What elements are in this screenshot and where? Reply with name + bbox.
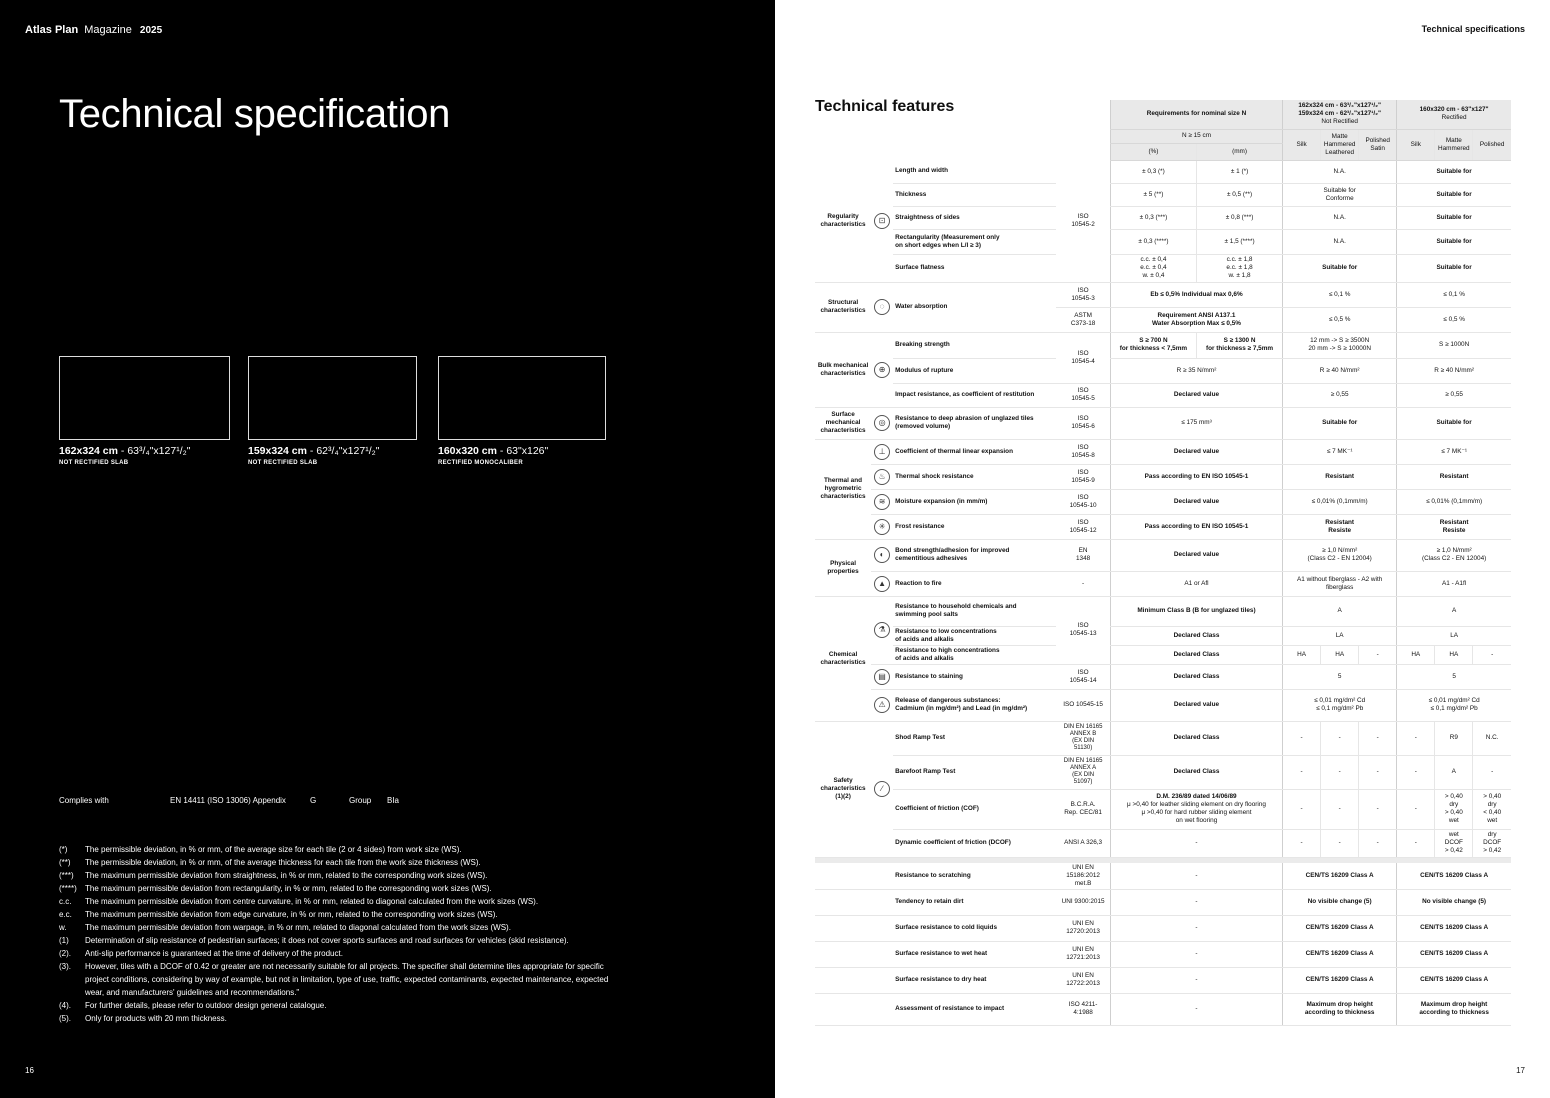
cell: -	[1110, 941, 1282, 967]
cell: -	[1110, 863, 1282, 890]
cell: Maximum drop height according to thickness	[1397, 993, 1511, 1025]
cell: No visible change (5)	[1397, 889, 1511, 915]
abrasion-icon: ◎	[871, 407, 893, 439]
comply-appendix: G	[310, 796, 317, 805]
cell: Eb ≤ 0,5% Individual max 0,6%	[1110, 282, 1282, 307]
footnote: (2). Anti-slip performance is guaranteed at the time of delivery of the product.	[59, 949, 343, 958]
cell: -	[1283, 829, 1321, 857]
cell: CEN/TS 16209 Class A	[1283, 915, 1397, 941]
row-breaking-strength: Breaking strength	[893, 332, 1056, 358]
cell: S ≥ 700 N for thickness < 7,5mm	[1110, 332, 1196, 358]
cell: UNI 9300:2015	[1056, 889, 1110, 915]
cell: ISO 10545-12	[1056, 514, 1110, 539]
water-drop-icon: ◌	[871, 282, 893, 332]
cell: N.C.	[1473, 721, 1511, 755]
brand-header	[25, 24, 162, 36]
header-matte-hammered-leathered: Matte Hammered Leathered	[1321, 129, 1359, 160]
cell: Suitable for	[1283, 407, 1397, 439]
cell: Pass according to EN ISO 10545-1	[1110, 464, 1282, 489]
cell: Resistant	[1397, 464, 1511, 489]
row-staining: Resistance to staining	[893, 664, 1056, 689]
footnote: (*) The permissible deviation, in % or mm, of the average size for each tile (2 or 4 sides) from work size (WS).	[59, 845, 462, 854]
header-pct: (%)	[1110, 143, 1196, 160]
footnotes	[59, 843, 619, 1025]
slab-sub-3: RECTIFIED MONOCALIBER	[438, 460, 523, 466]
spacer	[815, 889, 893, 915]
cell: > 0,40 dry > 0,40 wet	[1435, 789, 1473, 829]
cell: Suitable for	[1397, 229, 1511, 254]
slip-icon: ∕	[871, 721, 893, 857]
cell: Resistant Resiste	[1397, 514, 1511, 539]
group-structural: Structural characteristics	[815, 282, 871, 332]
cell: Maximum drop height according to thickness	[1283, 993, 1397, 1025]
cell: 5	[1283, 664, 1397, 689]
table-title: Technical features	[815, 98, 955, 115]
cell: ± 0,3 (****)	[1110, 229, 1196, 254]
cell: Suitable for	[1283, 254, 1397, 282]
cell: R9	[1435, 721, 1473, 755]
cell: ASTM C373-18	[1056, 307, 1110, 332]
cell: Suitable for	[1397, 160, 1511, 183]
cell: Resistant	[1283, 464, 1397, 489]
cell: A1 or Afl	[1110, 571, 1282, 596]
cell: Suitable for Conforme	[1283, 183, 1397, 206]
moisture-icon: ≋	[871, 489, 893, 514]
cell: ≤ 7 MK⁻¹	[1283, 439, 1397, 464]
cell: -	[1397, 789, 1435, 829]
cell: wet DCOF > 0,42	[1435, 829, 1473, 857]
footnote: c.c. The maximum permissible deviation from centre curvature, in % or mm, related to diagonal calculated from the work sizes (WS).	[59, 897, 539, 906]
cell: HA	[1397, 645, 1435, 664]
cell: -	[1359, 645, 1397, 664]
cell: ± 1 (*)	[1196, 160, 1282, 183]
cell: ± 0,3 (***)	[1110, 206, 1196, 229]
cell: Declared Class	[1110, 645, 1282, 664]
cell: UNI EN 15186:2012 met.B	[1056, 863, 1110, 890]
cell: -	[1321, 721, 1359, 755]
section-title: Technical specifications	[1421, 24, 1525, 34]
cell: -	[1359, 721, 1397, 755]
cell: HA	[1435, 645, 1473, 664]
cell: ISO 10545-9	[1056, 464, 1110, 489]
cell: ISO 10545-3	[1056, 282, 1110, 307]
cell: -	[1359, 755, 1397, 789]
hazard-icon: ⚠	[871, 689, 893, 721]
cell: EN 1348	[1056, 539, 1110, 571]
header-n: N ≥ 15 cm	[1110, 129, 1282, 143]
row-barefoot-ramp: Barefoot Ramp Test	[893, 755, 1056, 789]
cell: ISO 10545-5	[1056, 383, 1110, 407]
spacer	[815, 993, 893, 1025]
cell: D.M. 236/89 dated 14/06/89 μ >0,40 for leather sliding element on dry flooring μ >0,40 for hard rubber sliding element on wet flooring	[1110, 789, 1282, 829]
row-retain-dirt: Tendency to retain dirt	[893, 889, 1056, 915]
cell: ISO 10545-13	[1056, 596, 1110, 664]
row-moisture-expansion: Moisture expansion (in mm/m)	[893, 489, 1056, 514]
cell: Declared value	[1110, 539, 1282, 571]
cell: Pass according to EN ISO 10545-1	[1110, 514, 1282, 539]
cell: A	[1283, 596, 1397, 626]
cell: ISO 10545-4	[1056, 332, 1110, 383]
footnote: (***) The maximum permissible deviation from straightness, in % or mm, related to the corresponding work sizes (WS).	[59, 871, 488, 880]
brand-year: 2025	[139, 25, 163, 36]
cell: R ≥ 40 N/mm²	[1397, 358, 1511, 383]
row-wet-heat: Surface resistance to wet heat	[893, 941, 1056, 967]
cell: R ≥ 40 N/mm²	[1283, 358, 1397, 383]
cell: S ≥ 1000N	[1397, 332, 1511, 358]
cell: Declared Class	[1110, 626, 1282, 645]
row-shod-ramp: Shod Ramp Test	[893, 721, 1056, 755]
cell: No visible change (5)	[1283, 889, 1397, 915]
row-length-width: Length and width	[893, 160, 1056, 183]
cell: HA	[1321, 645, 1359, 664]
cell: -	[1283, 721, 1321, 755]
adhesion-icon: ◐	[871, 539, 893, 571]
cell: Declared value	[1110, 489, 1282, 514]
cell: N.A.	[1283, 229, 1397, 254]
cell: Suitable for	[1397, 206, 1511, 229]
cell: ISO 10545-6	[1056, 407, 1110, 439]
cell: ≥ 1,0 N/mm² (Class C2 - EN 12004)	[1397, 539, 1511, 571]
row-cold-liquids: Surface resistance to cold liquids	[893, 915, 1056, 941]
cell: ≤ 0,01 mg/dm² Cd ≤ 0,1 mg/dm² Pb	[1283, 689, 1397, 721]
footnote: (4). For further details, please refer to outdoor design general catalogue.	[59, 1001, 327, 1010]
cell: ± 0,5 (**)	[1196, 183, 1282, 206]
cell: ≤ 0,01 mg/dm² Cd ≤ 0,1 mg/dm² Pb	[1397, 689, 1511, 721]
cell: -	[1283, 755, 1321, 789]
spacer	[815, 967, 893, 993]
cell: -	[1110, 915, 1282, 941]
comply-label: Complies with	[59, 796, 109, 805]
cell: 5	[1397, 664, 1511, 689]
cell: ≤ 175 mm³	[1110, 407, 1282, 439]
spacer	[815, 941, 893, 967]
cell: ≥ 0,55	[1283, 383, 1397, 407]
staining-icon: ▤	[871, 664, 893, 689]
cell: ISO 10545-10	[1056, 489, 1110, 514]
cell: R ≥ 35 N/mm²	[1110, 358, 1282, 383]
group-thermal: Thermal and hygrometric characteristics	[815, 439, 871, 539]
row-rectangularity: Rectangularity (Measurement only on short edges when L/I ≥ 3)	[893, 229, 1056, 254]
gauge-icon: ⊕	[871, 332, 893, 407]
cell: -	[1397, 755, 1435, 789]
cell: Declared Class	[1110, 755, 1282, 789]
row-modulus-rupture: Modulus of rupture	[893, 358, 1056, 383]
row-dangerous-substances: Release of dangerous substances: Cadmium (in mg/dm²) and Lead (in mg/dm²)	[893, 689, 1056, 721]
cell: Suitable for	[1397, 407, 1511, 439]
cell: A1 - A1fl	[1397, 571, 1511, 596]
cell: Declared value	[1110, 439, 1282, 464]
thermometer-icon: ⊥	[871, 439, 893, 464]
technical-features-table	[815, 100, 1511, 1026]
row-household-chemicals: Resistance to household chemicals and swimming pool salts	[893, 596, 1056, 626]
row-water-absorption: Water absorption	[893, 282, 1056, 332]
footnote: (3). However, tiles with a DCOF of 0.42 or greater are not necessarily suitable for all projects. The specifier shall determine tiles appropriate for specific project conditions, considering by way of example, but not in limitation, type of use, traffic, expected contaminants, expected maintenance, expected wear, and manufacturers' guidelines and recommendations."	[59, 962, 609, 997]
slab-sub-2: NOT RECTIFIED SLAB	[248, 460, 318, 466]
cell: -	[1110, 967, 1282, 993]
cell: ISO 10545-15	[1056, 689, 1110, 721]
footnote: (5). Only for products with 20 mm thickness.	[59, 1014, 227, 1023]
cell: -	[1110, 889, 1282, 915]
header-polished: Polished	[1473, 129, 1511, 160]
cell: Declared Class	[1110, 721, 1282, 755]
cell: dry DCOF > 0,42	[1473, 829, 1511, 857]
cell: -	[1359, 829, 1397, 857]
cell: ± 5 (**)	[1110, 183, 1196, 206]
row-scratching: Resistance to scratching	[893, 863, 1056, 890]
cell: N.A.	[1283, 206, 1397, 229]
cell: A	[1435, 755, 1473, 789]
header-silk-r: Silk	[1397, 129, 1435, 160]
cell: CEN/TS 16209 Class A	[1397, 863, 1511, 890]
header-not-rectified: 162x324 cm - 63³/₄"x127¹/₂" 159x324 cm - 62³/₄"x127¹/₂" Not Rectified	[1283, 100, 1397, 129]
row-reaction-fire: Reaction to fire	[893, 571, 1056, 596]
cell: -	[1056, 571, 1110, 596]
cell: c.c. ± 0,4 e.c. ± 0,4 w. ± 0,4	[1110, 254, 1196, 282]
cell: Declared value	[1110, 689, 1282, 721]
cell: -	[1473, 645, 1511, 664]
comply-group: BIa	[387, 796, 400, 805]
group-surface-mechanical: Surface mechanical characteristics	[815, 407, 871, 439]
cell: ISO 10545-8	[1056, 439, 1110, 464]
ruler-icon: ⊡	[871, 160, 893, 282]
comply-group-label: Group	[349, 796, 372, 805]
brand-magazine: Magazine	[84, 24, 132, 36]
footnote: w. The maximum permissible deviation from warpage, in % or mm, related to diagonal calculated from the work sizes (WS).	[59, 923, 511, 932]
row-dcof: Dynamic coefficient of friction (DCOF)	[893, 829, 1056, 857]
right-page	[775, 0, 1550, 1098]
cell: ≥ 1,0 N/mm² (Class C2 - EN 12004)	[1283, 539, 1397, 571]
cell: S ≥ 1300 N for thickness ≥ 7,5mm	[1196, 332, 1282, 358]
cell: > 0,40 dry < 0,40 wet	[1473, 789, 1511, 829]
footnote: e.c. The maximum permissible deviation from edge curvature, in % or mm, related to the corresponding work sizes (WS).	[59, 910, 498, 919]
row-deep-abrasion: Resistance to deep abrasion of unglazed tiles (removed volume)	[893, 407, 1056, 439]
slab-label-2: 159x324 cm - 62³/₄"x127¹/₂"	[248, 445, 380, 457]
group-safety: Safety characteristics (1)(2)	[815, 721, 871, 857]
row-thermal-shock: Thermal shock resistance	[893, 464, 1056, 489]
cell: N.A.	[1283, 160, 1397, 183]
cell: ≤ 0,1 %	[1397, 282, 1511, 307]
cell: Requirement ANSI A137.1 Water Absorption Max ≤ 0,5%	[1110, 307, 1282, 332]
cell: CEN/TS 16209 Class A	[1397, 915, 1511, 941]
cell: ≤ 0,01% (0,1mm/m)	[1397, 489, 1511, 514]
slab-sub-1: NOT RECTIFIED SLAB	[59, 460, 129, 466]
cell: CEN/TS 16209 Class A	[1397, 941, 1511, 967]
cell: HA	[1283, 645, 1321, 664]
cell: DIN EN 16165 ANNEX A (EX DIN 51097)	[1056, 755, 1110, 789]
row-cof: Coefficient of friction (COF)	[893, 789, 1056, 829]
cell: DIN EN 16165 ANNEX B (EX DIN 51130)	[1056, 721, 1110, 755]
cell: ≤ 0,5 %	[1397, 307, 1511, 332]
cell: A1 without fiberglass - A2 with fiberglass	[1283, 571, 1397, 596]
header-mm: (mm)	[1196, 143, 1282, 160]
cell: -	[1397, 721, 1435, 755]
cell: B.C.R.A. Rep. CEC/81	[1056, 789, 1110, 829]
cell: CEN/TS 16209 Class A	[1283, 967, 1397, 993]
cell: -	[1321, 829, 1359, 857]
cell: Declared value	[1110, 383, 1282, 407]
footnote: (1) Determination of slip resistance of pedestrian surfaces; it does not cover sports surfaces and road surfaces for vehicles (skid resistance).	[59, 936, 569, 945]
slab-label-1: 162x324 cm - 63³/₄"x127¹/₂"	[59, 445, 191, 457]
slab-label-3: 160x320 cm - 63"x126"	[438, 445, 549, 457]
cell: -	[1283, 789, 1321, 829]
row-straightness: Straightness of sides	[893, 206, 1056, 229]
cell: ≤ 7 MK⁻¹	[1397, 439, 1511, 464]
spacer	[815, 915, 893, 941]
spacer	[815, 863, 893, 890]
row-bond-strength: Bond strength/adhesion for improved cementitious adhesives	[893, 539, 1056, 571]
cell: Suitable for	[1397, 183, 1511, 206]
cell: Suitable for	[1397, 254, 1511, 282]
cell: ± 0,8 (***)	[1196, 206, 1282, 229]
cell: -	[1397, 829, 1435, 857]
row-impact-assessment: Assessment of resistance to impact	[893, 993, 1056, 1025]
cell: -	[1321, 789, 1359, 829]
cell: UNI EN 12722:2013	[1056, 967, 1110, 993]
footnote: (****) The maximum permissible deviation from rectangularity, in % or mm, related to the corresponding work sizes (WS).	[59, 884, 492, 893]
cell: Declared Class	[1110, 664, 1282, 689]
snowflake-icon: ✳	[871, 514, 893, 539]
slab-outline-1	[59, 356, 230, 440]
cell: ≤ 0,1 %	[1283, 282, 1397, 307]
cell: CEN/TS 16209 Class A	[1283, 941, 1397, 967]
cell: ± 0,3 (*)	[1110, 160, 1196, 183]
page-number-right: 17	[1516, 1066, 1525, 1075]
cell: Minimum Class B (B for unglazed tiles)	[1110, 596, 1282, 626]
cell: -	[1321, 755, 1359, 789]
cell: CEN/TS 16209 Class A	[1397, 967, 1511, 993]
cell: LA	[1283, 626, 1397, 645]
header-rectified: 160x320 cm - 63"x127" Rectified	[1397, 100, 1511, 129]
page-title: Technical specification	[59, 92, 451, 136]
cell: 12 mm -> S ≥ 3500N 20 mm -> S ≥ 10000N	[1283, 332, 1397, 358]
group-physical: Physical properties	[815, 539, 871, 596]
thermal-shock-icon: ♨	[871, 464, 893, 489]
cell: -	[1473, 755, 1511, 789]
row-dry-heat: Surface resistance to dry heat	[893, 967, 1056, 993]
cell: ± 1,5 (****)	[1196, 229, 1282, 254]
row-impact-resistance: Impact resistance, as coefficient of restitution	[893, 383, 1056, 407]
cell: ≤ 0,5 %	[1283, 307, 1397, 332]
brand-name: Atlas Plan	[25, 24, 79, 36]
header-requirements: Requirements for nominal size N	[1110, 100, 1282, 129]
group-bulk: Bulk mechanical characteristics	[815, 332, 871, 407]
header-polished-satin: Polished Satin	[1359, 129, 1397, 160]
cell: -	[1110, 829, 1282, 857]
row-thickness: Thickness	[893, 183, 1056, 206]
cell: CEN/TS 16209 Class A	[1283, 863, 1397, 890]
fire-icon: ▲	[871, 571, 893, 596]
cell: UNI EN 12720:2013	[1056, 915, 1110, 941]
cell: UNI EN 12721:2013	[1056, 941, 1110, 967]
cell: ISO 10545-14	[1056, 664, 1110, 689]
cell: -	[1110, 993, 1282, 1025]
cell: ANSI A 326,3	[1056, 829, 1110, 857]
slab-outline-3	[438, 356, 606, 440]
page-number-left: 16	[25, 1066, 34, 1075]
cell: A	[1397, 596, 1511, 626]
row-surface-flatness: Surface flatness	[893, 254, 1056, 282]
cell: ≤ 0,01% (0,1mm/m)	[1283, 489, 1397, 514]
row-low-acids: Resistance to low concentrations of acids and alkalis	[893, 626, 1056, 645]
std-regularity: ISO 10545-2	[1056, 160, 1110, 282]
cell: LA	[1397, 626, 1511, 645]
group-chemical: Chemical characteristics	[815, 596, 871, 721]
cell: ISO 4211- 4:1988	[1056, 993, 1110, 1025]
cell: -	[1359, 789, 1397, 829]
header-matte-hammered: Matte Hammered	[1435, 129, 1473, 160]
comply-standard: EN 14411 (ISO 13006) Appendix	[170, 796, 286, 805]
footnote: (**) The permissible deviation, in % or mm, of the average thickness for each tile from the work size thickness (WS).	[59, 858, 481, 867]
slab-outline-2	[248, 356, 417, 440]
flask-icon: ⚗	[871, 596, 893, 664]
row-thermal-linear: Coefficient of thermal linear expansion	[893, 439, 1056, 464]
header-silk: Silk	[1283, 129, 1321, 160]
group-regularity: Regularity characteristics	[815, 160, 871, 282]
row-frost-resistance: Frost resistance	[893, 514, 1056, 539]
cell: ≥ 0,55	[1397, 383, 1511, 407]
row-high-acids: Resistance to high concentrations of acids and alkalis	[893, 645, 1056, 664]
cell: Resistant Resiste	[1283, 514, 1397, 539]
cell: c.c. ± 1,8 e.c. ± 1,8 w. ± 1,8	[1196, 254, 1282, 282]
